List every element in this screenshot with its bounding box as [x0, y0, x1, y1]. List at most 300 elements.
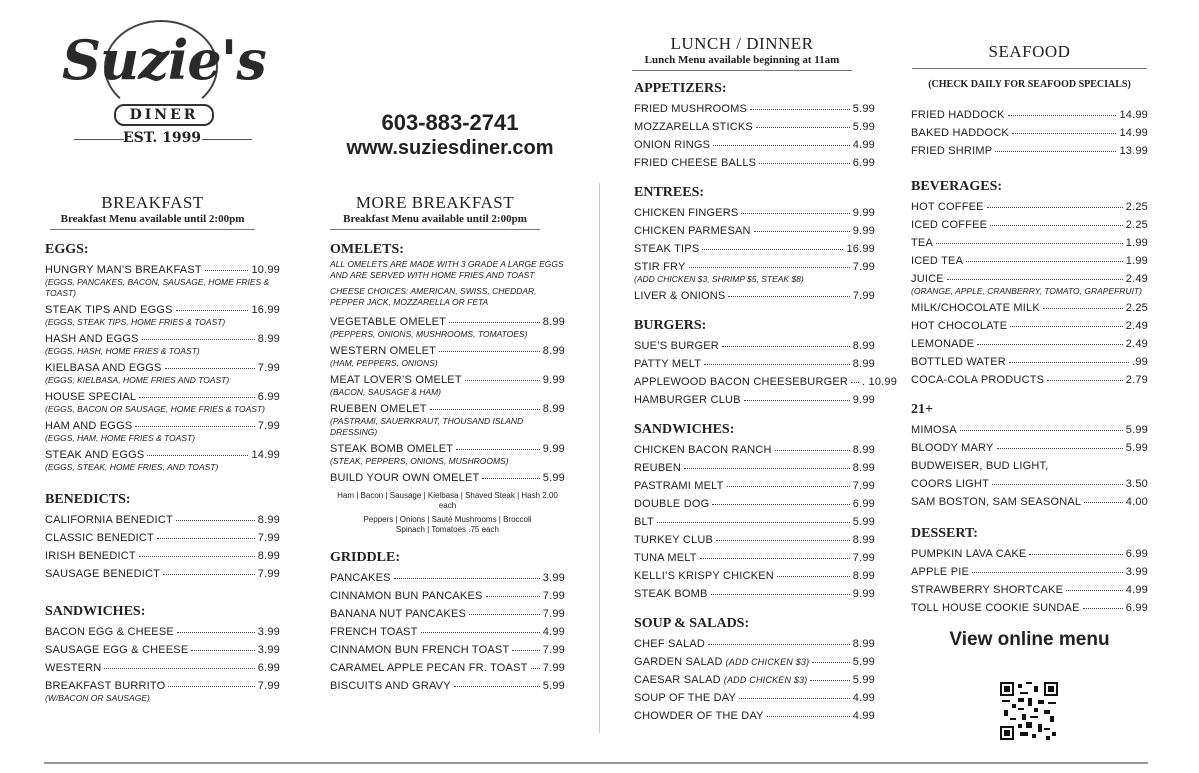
menu-item-price: 2.25: [1125, 201, 1148, 213]
menu-item: [330, 442, 565, 456]
breakfast-subtitle: Breakfast Menu available until 2:00pm: [60, 213, 245, 225]
menu-item-price: 14.99: [251, 449, 280, 461]
dot-leader: [739, 698, 850, 699]
menu-item-name: SAUSAGE BENEDICT: [45, 568, 161, 580]
dot-leader: [465, 380, 540, 381]
menu-item-price: 8.99: [257, 333, 280, 345]
menu-item-name: APPLEWOOD BACON CHEESEBURGER: [634, 376, 849, 388]
menu-item: [45, 390, 280, 404]
menu-item: [330, 571, 565, 585]
menu-item-price: 8.99: [852, 570, 875, 582]
eggs-title: EGGS:: [45, 242, 89, 257]
menu-item-name: BACON EGG & CHEESE: [45, 626, 174, 638]
menu-item-name: HAMBURGER CLUB: [634, 394, 741, 406]
menu-item-name: PUMPKIN LAVA CAKE: [911, 548, 1027, 560]
menu-item: [634, 637, 875, 651]
menu-item-price: 4.99: [852, 710, 875, 722]
menu-item-price: 3.99: [257, 626, 280, 638]
benedicts-list: [45, 513, 280, 581]
menu-item-name: RUEBEN OMELET: [330, 403, 427, 415]
griddle-title: GRIDDLE:: [330, 550, 401, 565]
menu-item-price: .99: [1132, 356, 1148, 368]
appetizers-list: [634, 102, 875, 170]
menu-item-note: (EGGS, KIELBASA, HOME FRIES AND TOAST): [45, 375, 230, 385]
menu-item-note: (EGGS, BACON OR SAUSAGE, HOME FRIES & TOAST): [45, 404, 265, 414]
dot-leader: [759, 163, 850, 164]
menu-item-name: HUNGRY MAN’S BREAKFAST: [45, 264, 202, 276]
dot-leader: [177, 632, 255, 633]
menu-item: [911, 218, 1148, 232]
logo-rule-right: [202, 139, 252, 140]
menu-item: [634, 479, 875, 493]
lunch-column: [634, 80, 898, 723]
menu-item: [634, 551, 875, 565]
menu-item-price: 8.99: [852, 340, 875, 352]
menu-item: [634, 156, 875, 170]
dot-leader: [704, 364, 850, 365]
more-breakfast-header: [330, 193, 540, 230]
menu-item-name: BANANA NUT PANCAKES: [330, 608, 467, 620]
menu-item: [330, 344, 565, 358]
menu-item-note: (EGGS, STEAK, HOME FRIES, AND TOAST): [45, 462, 219, 472]
menu-item-name: CHOWDER OF THE DAY: [634, 710, 764, 722]
menu-item: [634, 339, 875, 353]
menu-item: [634, 138, 875, 152]
menu-item-name: STEAK TIPS: [634, 243, 700, 255]
dot-leader: [767, 716, 850, 717]
menu-item-price: 7.99: [542, 590, 565, 602]
view-online-menu-link[interactable]: View online menu: [949, 629, 1110, 650]
breakfast-column: [45, 241, 280, 704]
lunch-sandwiches-title: SANDWICHES:: [634, 422, 735, 437]
menu-item: [634, 102, 875, 116]
menu-item-price: 14.99: [1119, 127, 1148, 139]
menu-item: [634, 655, 875, 669]
menu-item: [634, 709, 875, 723]
menu-item-price: 9.99: [852, 225, 875, 237]
seafood-subtitle: (CHECK DAILY FOR SEAFOOD SPECIALS): [928, 79, 1131, 90]
column-divider: [599, 183, 600, 733]
menu-item: [634, 120, 875, 134]
dot-leader: [966, 261, 1123, 262]
menu-item-name: ICED TEA: [911, 255, 964, 267]
menu-item-note: (ADD CHICKEN $3, SHRIMP $5, STEAK $8): [634, 274, 804, 284]
menu-item-name: CARAMEL APPLE PECAN FR. TOAST: [330, 662, 528, 674]
menu-item-name: BLT: [634, 516, 654, 528]
menu-item-name: STEAK BOMB OMELET: [330, 443, 454, 455]
griddle-list: [330, 571, 565, 693]
omelets-title: OMELETS:: [330, 242, 404, 257]
menu-item: [45, 419, 280, 433]
qr-code-icon[interactable]: [1000, 682, 1058, 740]
dot-leader: [1066, 590, 1123, 591]
menu-item-price: 2.79: [1125, 374, 1148, 386]
dot-leader: [716, 540, 850, 541]
menu-item-price: 2.49: [1125, 320, 1148, 332]
dot-leader: [728, 296, 849, 297]
menu-item: [911, 108, 1148, 122]
menu-item: [911, 355, 1148, 369]
header-rule: [912, 68, 1147, 69]
menu-item-name: WESTERN: [45, 662, 102, 674]
dot-leader: [135, 426, 254, 427]
dot-leader: [205, 270, 249, 271]
menu-item-price: 8.99: [852, 638, 875, 650]
dot-leader: [168, 686, 254, 687]
menu-item-price: 3.99: [542, 572, 565, 584]
dot-leader: [1008, 115, 1117, 116]
menu-item-price: 2.49: [1125, 338, 1148, 350]
menu-item-price: 7.99: [852, 552, 875, 564]
menu-item: [634, 375, 898, 389]
dot-leader: [1043, 308, 1123, 309]
menu-item-price: 8.99: [852, 358, 875, 370]
burgers-title: BURGERS:: [634, 318, 707, 333]
menu-item-price: 5.99: [1125, 442, 1148, 454]
menu-item-extra: (ADD CHICKEN $3): [723, 675, 808, 685]
menu-item-note: (ORANGE, APPLE, CRANBERRY, TOMATO, GRAPEFRUIT): [911, 286, 1142, 296]
dot-leader: [727, 486, 850, 487]
logo-name: Suzie's: [62, 28, 266, 92]
seafood-title: SEAFOOD: [988, 42, 1071, 61]
dot-leader: [439, 351, 540, 352]
menu-item-name: STEAK AND EGGS: [45, 449, 145, 461]
menu-item-name: CLASSIC BENEDICT: [45, 532, 154, 544]
cheese-choices: CHEESE CHOICES: AMERICAN, SWISS, CHEDDAR, PEPPER JACK, MOZZARELLA OR FETA: [330, 286, 537, 307]
menu-item: [330, 625, 565, 639]
menu-item-name: TURKEY CLUB: [634, 534, 714, 546]
omelet-addons-meat: Ham | Bacon | Sausage | Kielbasa | Shaved Steak | Hash 2.00 each: [337, 491, 558, 510]
dot-leader: [995, 151, 1116, 152]
menu-item: [634, 533, 875, 547]
dot-leader: [454, 686, 540, 687]
menu-item: [330, 402, 565, 416]
menu-item-price: 8.99: [852, 534, 875, 546]
menu-item-name: STIR FRY: [634, 261, 686, 273]
menu-item-price: 6.99: [852, 157, 875, 169]
omelet-addons-veg: Peppers | Onions | Sauté Mushrooms | Broccoli: [363, 515, 532, 524]
menu-item: [911, 272, 1148, 286]
more-breakfast-column: [330, 241, 565, 693]
menu-item: [45, 661, 280, 675]
menu-item-price: 9.99: [542, 443, 565, 455]
dot-leader: [708, 644, 850, 645]
menu-item-name: ONION RINGS: [634, 139, 711, 151]
menu-item: [634, 260, 875, 274]
menu-item-name: MILK/CHOCOLATE MILK: [911, 302, 1040, 314]
menu-item: [911, 301, 1148, 315]
menu-item-name: KELLI’S KRISPY CHICKEN: [634, 570, 774, 582]
menu-item: [634, 393, 875, 407]
dot-leader: [430, 409, 540, 410]
menu-item-name: VEGETABLE OMELET: [330, 316, 447, 328]
menu-item-name: SAUSAGE EGG & CHEESE: [45, 644, 189, 656]
menu-item-name: BREAKFAST BURRITO: [45, 680, 166, 692]
menu-item-name: BUILD YOUR OWN OMELET: [330, 472, 480, 484]
menu-item: [45, 263, 280, 277]
menu-item-name: CHICKEN BACON RANCH: [634, 444, 772, 456]
menu-item-price: 1.99: [1125, 255, 1148, 267]
omelet-addons-veg-2: Spinach | Tomatoes .75 each: [396, 525, 499, 534]
menu-item-price: 4.00: [1125, 496, 1148, 508]
menu-item-price: 8.99: [542, 403, 565, 415]
menu-item: [911, 477, 1148, 491]
menu-item-price: . 10.99: [862, 376, 898, 388]
menu-item-note: (PASTRAMI, SAUERKRAUT, THOUSAND ISLAND DRESSING): [330, 416, 524, 437]
menu-item-price: 5.99: [852, 121, 875, 133]
menu-item: [634, 443, 875, 457]
menu-item: [45, 549, 280, 563]
dot-leader: [812, 662, 849, 663]
dot-leader: [147, 455, 248, 456]
adults-list: [911, 423, 1148, 509]
menu-item-price: 7.99: [257, 680, 280, 692]
dot-leader: [1047, 380, 1123, 381]
omelets-intro: ALL OMELETS ARE MADE WITH 3 GRADE A LARGE EGGS AND ARE SERVED WITH HOME FRIES AND TOAST: [330, 259, 564, 280]
dot-leader: [750, 109, 850, 110]
menu-item: [45, 531, 280, 545]
menu-item-name: LIVER & ONIONS: [634, 290, 726, 302]
menu-item: [45, 361, 280, 375]
menu-item-price: 6.99: [1125, 602, 1148, 614]
menu-item-note: (STEAK, PEPPERS, ONIONS, MUSHROOMS): [330, 456, 509, 466]
menu-item-note: (EGGS, PANCAKES, BACON, SAUSAGE, HOME FRIES & TOAST): [45, 277, 270, 298]
dot-leader: [142, 339, 255, 340]
menu-item-price: 6.99: [852, 498, 875, 510]
dot-leader: [810, 680, 849, 681]
dot-leader: [947, 279, 1123, 280]
menu-item: [330, 471, 565, 485]
lunch-title: LUNCH / DINNER: [670, 34, 814, 53]
menu-item-name: APPLE PIE: [911, 566, 970, 578]
menu-item: [911, 126, 1148, 140]
menu-item-price: 3.99: [1125, 566, 1148, 578]
menu-item: [911, 495, 1148, 509]
dot-leader: [176, 520, 255, 521]
menu-item-price: 13.99: [1119, 145, 1148, 157]
entrees-title: ENTREES:: [634, 185, 705, 200]
menu-item-price: 8.99: [257, 514, 280, 526]
menu-item: [634, 357, 875, 371]
more-breakfast-subtitle: Breakfast Menu available until 2:00pm: [343, 213, 527, 225]
menu-item: [634, 673, 875, 687]
dot-leader: [163, 574, 255, 575]
menu-item-name: HOT COFFEE: [911, 201, 984, 213]
menu-item: [634, 224, 875, 238]
menu-item: [911, 373, 1148, 387]
soup-salads-title: SOUP & SALADS:: [634, 616, 750, 631]
eggs-list: [45, 263, 280, 473]
dot-leader: [997, 448, 1123, 449]
menu-item-price: 4.99: [852, 139, 875, 151]
menu-item-name: COORS LIGHT: [911, 478, 989, 490]
dot-leader: [1029, 554, 1122, 555]
dot-leader: [936, 243, 1123, 244]
menu-item-price: 7.99: [257, 568, 280, 580]
breakfast-sandwiches-list: [45, 625, 280, 704]
menu-item-price: 16.99: [846, 243, 875, 255]
menu-item-price: 7.99: [257, 420, 280, 432]
website-link[interactable]: www.suziesdiner.com: [346, 137, 554, 159]
menu-item: [330, 643, 565, 657]
dot-leader: [977, 344, 1122, 345]
logo-diner: DINER: [114, 104, 214, 126]
menu-item: [330, 315, 565, 329]
header-rule: [330, 229, 540, 230]
dot-leader: [1010, 326, 1122, 327]
menu-item-price: 8.99: [852, 444, 875, 456]
menu-item-name: CHICKEN PARMESAN: [634, 225, 751, 237]
dessert-list: [911, 547, 1148, 615]
lunch-sandwiches-list: [634, 443, 875, 601]
menu-item-name: STRAWBERRY SHORTCAKE: [911, 584, 1064, 596]
header-rule: [50, 229, 255, 230]
menu-item: [634, 206, 875, 220]
menu-item: [911, 459, 1148, 473]
appetizers-title: APPETIZERS:: [634, 81, 727, 96]
menu-item-price: 7.99: [257, 532, 280, 544]
lunch-subtitle: Lunch Menu available beginning at 11am: [644, 54, 840, 66]
dot-leader: [657, 522, 850, 523]
dot-leader: [744, 400, 850, 401]
menu-item-price: 6.99: [257, 391, 280, 403]
dot-leader: [1009, 362, 1129, 363]
menu-item-name: FRIED MUSHROOMS: [634, 103, 747, 115]
dot-leader: [722, 346, 850, 347]
dot-leader: [754, 231, 850, 232]
menu-item-note: (W/BACON OR SAUSAGE): [45, 693, 150, 703]
menu-item: [45, 567, 280, 581]
menu-item-note: (EGGS, STEAK TIPS, HOME FRIES & TOAST): [45, 317, 226, 327]
menu-item: [634, 587, 875, 601]
menu-item-name: REUBEN: [634, 462, 682, 474]
dot-leader: [104, 668, 254, 669]
menu-item-name: HOT CHOCOLATE: [911, 320, 1008, 332]
menu-item: [634, 461, 875, 475]
menu-item-name: MIMOSA: [911, 424, 957, 436]
dot-leader: [713, 145, 850, 146]
menu-item: [911, 441, 1148, 455]
dot-leader: [992, 484, 1123, 485]
menu-item-price: 5.99: [852, 656, 875, 668]
menu-item: [330, 679, 565, 693]
menu-item-name: HASH AND EGGS: [45, 333, 139, 345]
menu-item-name: JUICE: [911, 273, 944, 285]
menu-item: [911, 236, 1148, 250]
menu-item-note: (EGGS, HAM, HOME FRIES & TOAST): [45, 433, 196, 443]
bottom-rule: [44, 762, 1148, 764]
menu-item-price: 7.99: [257, 362, 280, 374]
dot-leader: [1083, 608, 1123, 609]
entrees-list: [634, 206, 875, 303]
menu-item-name: BOTTLED WATER: [911, 356, 1006, 368]
menu-item-price: 4.99: [852, 692, 875, 704]
dot-leader: [421, 632, 540, 633]
dot-leader: [1012, 133, 1117, 134]
menu-item: [911, 565, 1148, 579]
burgers-list: [634, 339, 898, 407]
menu-item: [911, 200, 1148, 214]
menu-item: [634, 289, 875, 303]
dot-leader: [702, 249, 843, 250]
breakfast-sandwiches-title: SANDWICHES:: [45, 604, 146, 619]
menu-item-name: HAM AND EGGS: [45, 420, 133, 432]
menu-item-price: 5.99: [1125, 424, 1148, 436]
seafood-column: [911, 104, 1148, 651]
menu-item-price: 5.99: [852, 516, 875, 528]
menu-item: [45, 332, 280, 346]
menu-item: [911, 423, 1148, 437]
beverages-title: BEVERAGES:: [911, 179, 1003, 194]
menu-item-price: 9.99: [542, 374, 565, 386]
menu-item-name: BISCUITS AND GRAVY: [330, 680, 451, 692]
dot-leader: [712, 504, 849, 505]
benedicts-title: BENEDICTS:: [45, 492, 131, 507]
menu-item-price: 8.99: [257, 550, 280, 562]
menu-item-price: 3.99: [257, 644, 280, 656]
menu-item: [330, 589, 565, 603]
more-breakfast-title: MORE BREAKFAST: [355, 193, 515, 212]
menu-item-price: 7.99: [542, 608, 565, 620]
dot-leader: [684, 468, 850, 469]
menu-item: [911, 601, 1148, 615]
menu-item-price: 2.25: [1125, 302, 1148, 314]
menu-item-price: 5.99: [542, 472, 565, 484]
menu-item-name: SAM BOSTON, SAM SEASONAL: [911, 496, 1082, 508]
menu-item: [330, 661, 565, 675]
menu-item-name: STEAK BOMB: [634, 588, 708, 600]
dot-leader: [449, 322, 540, 323]
lunch-header: [632, 34, 852, 71]
menu-item-name: TOLL HOUSE COOKIE SUNDAE: [911, 602, 1080, 614]
menu-item-price: 5.99: [542, 680, 565, 692]
phone-number[interactable]: 603-883-2741: [381, 110, 519, 135]
menu-item: [634, 515, 875, 529]
menu-item: [45, 303, 280, 317]
menu-item: [634, 569, 875, 583]
menu-item-name: WESTERN OMELET: [330, 345, 437, 357]
menu-item: [634, 242, 875, 256]
menu-item-price: 14.99: [1119, 109, 1148, 121]
omelets-list: [330, 315, 565, 485]
dot-leader: [711, 594, 850, 595]
menu-item-price: 7.99: [542, 662, 565, 674]
menu-item: [330, 373, 565, 387]
menu-item-price: 7.99: [852, 261, 875, 273]
dot-leader: [987, 207, 1123, 208]
dot-leader: [139, 556, 255, 557]
menu-item-name: LEMONADE: [911, 338, 975, 350]
menu-item-price: 16.99: [251, 304, 280, 316]
contact-block: [310, 110, 590, 160]
menu-item: [45, 448, 280, 462]
menu-item-name: BAKED HADDOCK: [911, 127, 1009, 139]
dot-leader: [777, 576, 850, 577]
header-rule: [632, 70, 852, 71]
dot-leader: [960, 430, 1123, 431]
dot-leader: [176, 310, 249, 311]
menu-item: [911, 319, 1148, 333]
dot-leader: [741, 213, 849, 214]
menu-item: [45, 513, 280, 527]
menu-item: [911, 337, 1148, 351]
menu-item-name: BLOODY MARY: [911, 442, 994, 454]
menu-item-name: FRIED SHRIMP: [911, 145, 993, 157]
dot-leader: [972, 572, 1123, 573]
menu-item-price: 2.25: [1125, 219, 1148, 231]
menu-item-name: BUDWEISER, BUD LIGHT,: [911, 460, 1049, 472]
menu-item-name: STEAK TIPS AND EGGS: [45, 304, 173, 316]
